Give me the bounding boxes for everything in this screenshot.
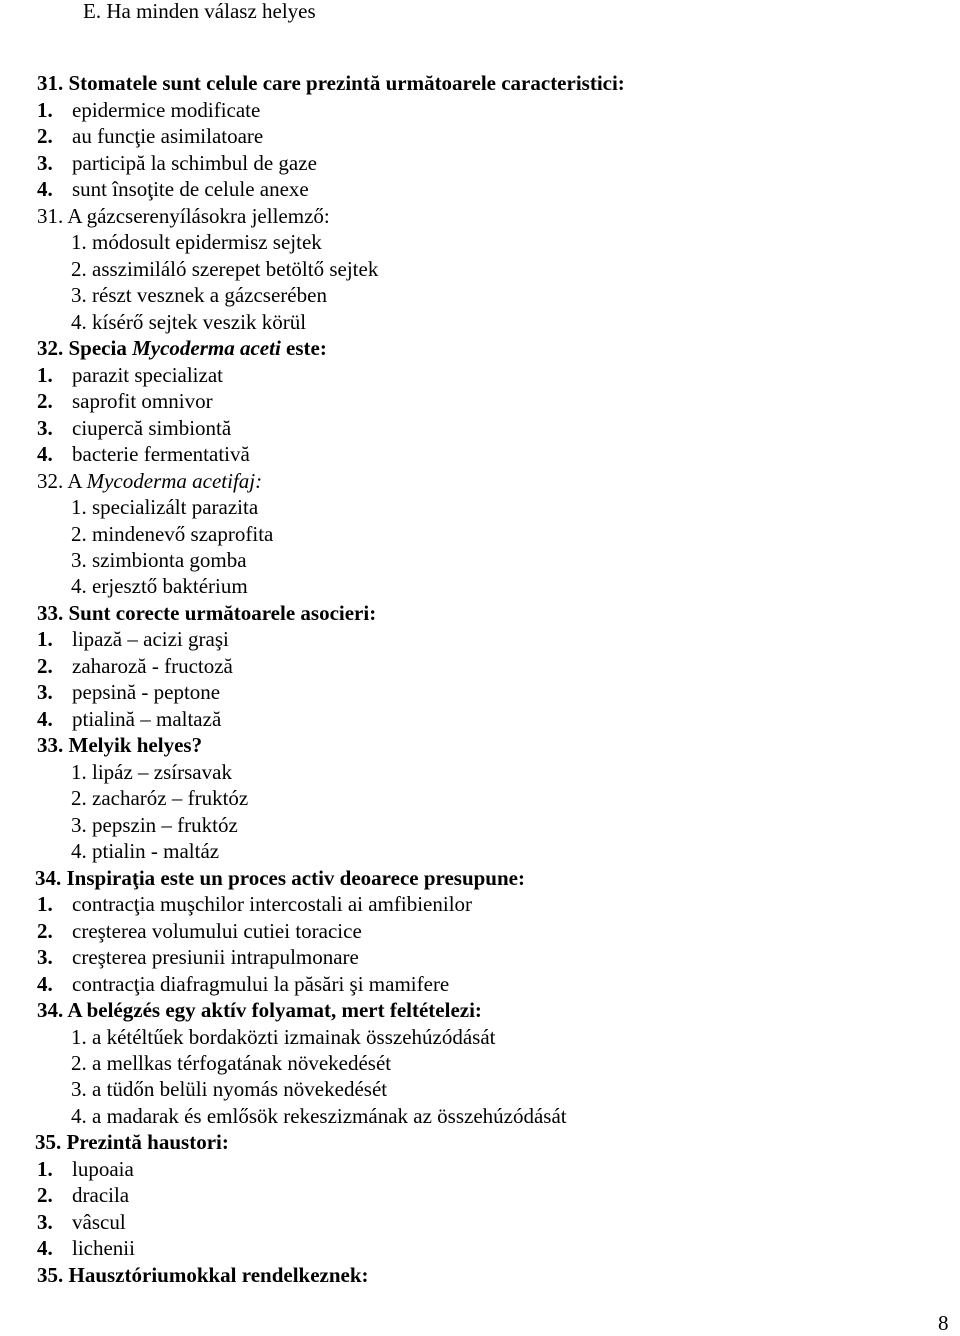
question-text: 32. A xyxy=(37,469,87,493)
question-31-hu: 31. A gázcserenyílásokra jellemző: xyxy=(37,204,330,228)
answer-text: contracţia muşchilor intercostali ai amfibienilor xyxy=(72,892,473,916)
answer-number: 2. xyxy=(37,919,53,943)
answer-item xyxy=(37,626,229,652)
answer-number: 3. xyxy=(37,416,53,440)
answer-item xyxy=(37,123,263,149)
answer-item xyxy=(37,944,359,970)
answer-item xyxy=(37,388,213,414)
answer-item xyxy=(37,1182,129,1208)
answer-item xyxy=(37,176,309,202)
answer-text: creşterea presiunii intrapulmonare xyxy=(72,945,359,969)
answer-number: 2. xyxy=(37,124,53,148)
answer-text: dracila xyxy=(72,1183,130,1207)
question-32-ro xyxy=(37,335,327,361)
answer-number: 3. xyxy=(37,680,53,704)
question-35-ro: 35. Prezintă haustori: xyxy=(35,1130,229,1154)
answer-item xyxy=(37,1209,126,1235)
answer-item xyxy=(37,97,260,123)
answer-number: 1. xyxy=(37,1157,53,1181)
answer-item: 1. lipáz – zsírsavak xyxy=(71,760,232,784)
answer-item xyxy=(37,441,250,467)
answer-text: lupoaia xyxy=(72,1157,134,1181)
question-33-ro: 33. Sunt corecte următoarele asocieri: xyxy=(37,601,377,625)
answer-number: 4. xyxy=(37,1236,53,1260)
answer-item xyxy=(37,653,233,679)
answer-item: 2. a mellkas térfogatának növekedését xyxy=(71,1051,392,1075)
answer-number: 4. xyxy=(37,707,53,731)
species-name: Mycoderma aceti xyxy=(132,336,281,360)
answer-item: 3. szimbionta gomba xyxy=(71,548,247,572)
answer-item: 3. a tüdőn belüli nyomás növekedését xyxy=(71,1077,388,1101)
answer-text: creşterea volumului cutiei toracice xyxy=(72,919,362,943)
answer-text: bacterie fermentativă xyxy=(72,442,250,466)
answer-text: ptialină – maltază xyxy=(72,707,222,731)
answer-item: 3. pepszin – fruktóz xyxy=(71,813,238,837)
answer-item: 4. a madarak és emlősök rekeszizmának az összehúzódását xyxy=(71,1104,567,1128)
answer-item: 1. a kétéltűek bordaközti izmainak összehúzódását xyxy=(71,1025,496,1049)
answer-item: 1. specializált parazita xyxy=(71,495,259,519)
answer-item: 1. módosult epidermisz sejtek xyxy=(71,230,322,254)
answer-text: contracţia diafragmului la păsări şi mamifere xyxy=(72,972,450,996)
answer-item: 4. kísérő sejtek veszik körül xyxy=(71,310,307,334)
answer-text: sunt însoţite de celule anexe xyxy=(72,177,309,201)
answer-item xyxy=(37,1156,134,1182)
answer-number: 3. xyxy=(37,945,53,969)
answer-number: 1. xyxy=(37,98,53,122)
answer-item xyxy=(37,415,231,441)
answer-number: 2. xyxy=(37,654,53,678)
question-text: 32. Specia xyxy=(37,336,133,360)
question-33-hu: 33. Melyik helyes? xyxy=(37,733,203,757)
question-32-hu xyxy=(37,468,262,494)
answer-item xyxy=(37,918,362,944)
question-34-hu: 34. A belégzés egy aktív folyamat, mert feltételezi: xyxy=(37,998,482,1022)
answer-number: 4. xyxy=(37,442,53,466)
page-number: 8 xyxy=(938,1311,949,1335)
answer-number: 4. xyxy=(37,972,53,996)
question-31-ro: 31. Stomatele sunt celule care prezintă următoarele caracteristici: xyxy=(37,71,625,95)
answer-text: pepsină - peptone xyxy=(72,680,221,704)
answer-item: 2. zacharóz – fruktóz xyxy=(71,786,249,810)
answer-item xyxy=(37,891,472,917)
answer-text: parazit specializat xyxy=(72,363,223,387)
answer-number: 4. xyxy=(37,177,53,201)
answer-item: 2. mindenevő szaprofita xyxy=(71,522,274,546)
answer-text: au funcţie asimilatoare xyxy=(72,124,264,148)
answer-number: 1. xyxy=(37,363,53,387)
answer-option-e: E. Ha minden válasz helyes xyxy=(83,0,316,23)
answer-text: participă la schimbul de gaze xyxy=(72,151,317,175)
question-text: este: xyxy=(280,336,327,360)
answer-text: lipază – acizi graşi xyxy=(72,627,229,651)
answer-item xyxy=(37,971,449,997)
answer-item: 3. részt vesznek a gázcserében xyxy=(71,283,327,307)
answer-text: epidermice modificate xyxy=(72,98,261,122)
answer-number: 3. xyxy=(37,1210,53,1234)
answer-number: 3. xyxy=(37,151,53,175)
answer-number: 1. xyxy=(37,892,53,916)
species-name: Mycoderma acetifaj: xyxy=(86,469,263,493)
answer-number: 2. xyxy=(37,1183,53,1207)
answer-item xyxy=(37,1235,135,1261)
answer-number: 2. xyxy=(37,389,53,413)
answer-item xyxy=(37,150,317,176)
question-35-hu: 35. Hausztóriumokkal rendelkeznek: xyxy=(37,1263,369,1287)
answer-text: vâscul xyxy=(72,1210,126,1234)
answer-item: 4. ptialin - maltáz xyxy=(71,839,220,863)
answer-item: 2. asszimiláló szerepet betöltő sejtek xyxy=(71,257,379,281)
answer-item xyxy=(37,679,220,705)
answer-item xyxy=(37,362,223,388)
answer-item: 4. erjesztő baktérium xyxy=(71,574,248,598)
answer-text: saprofit omnivor xyxy=(72,389,213,413)
question-34-ro: 34. Inspiraţia este un proces activ deoarece presupune: xyxy=(35,866,525,890)
answer-text: ciupercă simbiontă xyxy=(72,416,232,440)
answer-number: 1. xyxy=(37,627,53,651)
answer-text: zaharoză - fructoză xyxy=(72,654,233,678)
answer-text: lichenii xyxy=(72,1236,135,1260)
answer-item xyxy=(37,706,221,732)
